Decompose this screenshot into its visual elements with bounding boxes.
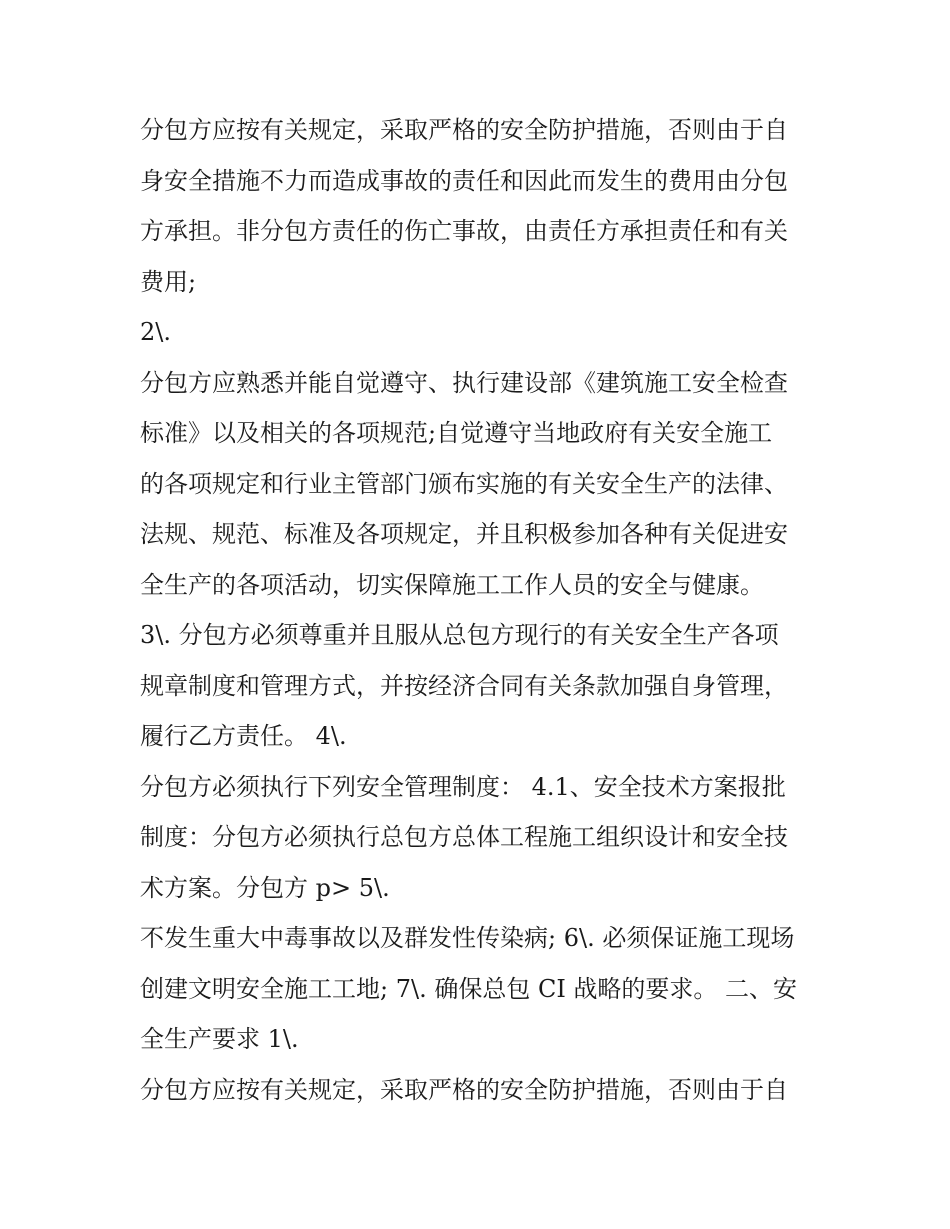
text-line: 全生产的各项活动，切实保障施工工作人员的安全与健康。 <box>140 570 764 599</box>
text-line: 法规、规范、标准及各项规定，并且积极参加各种有关促进安 <box>140 520 788 548</box>
text-line: 费用; <box>140 267 197 296</box>
text-line: 标准》以及相关的各项规范;自觉遵守当地政府有关安全施工 <box>140 419 773 447</box>
text-line: 身安全措施不力而造成事故的责任和因此而发生的费用由分包 <box>140 166 788 195</box>
text-line: 分包方应熟悉并能自觉遵守、执行建设部《建筑施工安全检查 <box>140 368 788 397</box>
text-line: 规章制度和管理方式，并按经济合同有关条款加强自身管理， <box>140 671 788 700</box>
text-line: 制度：分包方必须执行总包方总体工程施工组织设计和安全技 <box>140 823 788 851</box>
document-body <box>140 105 830 1115</box>
text-line: 术方案。分包方 p> 5\. <box>140 873 390 902</box>
text-line: 创建文明安全施工工地; 7\. 确保总包 CI 战略的要求。 二、安 <box>140 974 798 1003</box>
text-line: 不发生重大中毒事故以及群发性传染病; 6\. 必须保证施工现场 <box>140 924 795 952</box>
text-line: 履行乙方责任。 4\. <box>140 722 347 750</box>
text-line: 2\. <box>140 318 171 346</box>
text-line: 分包方应按有关规定，采取严格的安全防护措施，否则由于自 <box>140 116 788 144</box>
text-line: 全生产要求 1\. <box>140 1025 299 1053</box>
text-line: 方承担。非分包方责任的伤亡事故，由责任方承担责任和有关 <box>140 217 788 245</box>
text-line: 3\. 分包方必须尊重并且服从总包方现行的有关安全生产各项 <box>140 621 779 649</box>
text-line: 分包方必须执行下列安全管理制度： 4.1、安全技术方案报批 <box>140 772 786 801</box>
text-line: 分包方应按有关规定，采取严格的安全防护措施，否则由于自 <box>140 1075 788 1104</box>
text-line: 的各项规定和行业主管部门颁布实施的有关安全生产的法律、 <box>140 469 788 498</box>
